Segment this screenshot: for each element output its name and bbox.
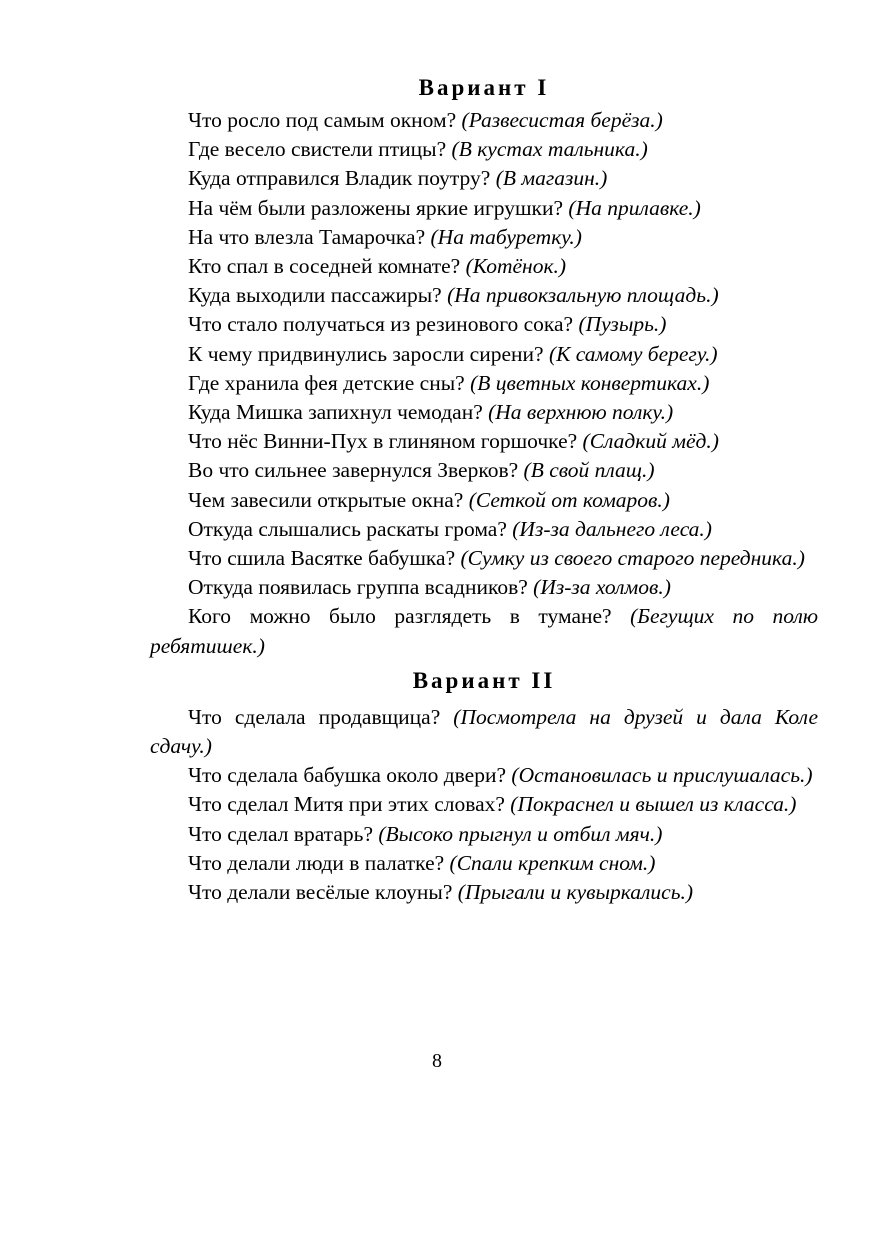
answer-text: (На прилавке.) [568,195,701,220]
answer-text: (Сеткой от комаров.) [468,487,670,512]
answer-text: (Остановилась и прислушалась.) [511,763,813,788]
question-text: Что делали весёлые клоуны? [188,880,453,905]
question-text: Кого можно было разглядеть в тумане? [188,604,612,629]
question-item [150,252,818,281]
answer-text: (Высоко прыгнул и отбил мяч.) [378,821,663,846]
answer-text: (В кустах тальника.) [451,137,648,162]
answer-text: (Сумку из своего старого передника.) [460,546,805,571]
answer-text: (Бегущих по полю ребятишек.) [150,604,819,658]
question-text: Где весело свистели птицы? [188,137,447,162]
question-text: На чём были разложены яркие игрушки? [188,195,564,220]
question-item [150,310,818,339]
answer-text: (Покраснел и вышел из класса.) [510,792,797,817]
question-item [150,281,818,310]
question-item [150,790,818,819]
question-item [150,223,818,252]
question-text: Где хранила фея детские сны? [188,370,465,395]
question-text: Что сделал Митя при этих словах? [188,792,505,817]
answer-text: (Котёнок.) [465,254,567,279]
question-text: Что стало получаться из резинового сока? [188,312,574,337]
question-text: Чем завесили открытые окна? [188,487,464,512]
answer-text: (В цветных конвертиках.) [470,370,710,395]
question-item [150,820,818,849]
question-text: Кто спал в соседней комнате? [188,254,461,279]
question-text: Куда выходили пассажиры? [188,283,442,308]
question-item [150,164,818,193]
question-text: Что сделала продавщица? [188,704,441,729]
question-text: Куда отправился Владик поутру? [188,166,491,191]
answer-text: (Прыгали и кувыркались.) [457,880,694,905]
question-text: Что сшила Васятке бабушка? [188,546,456,571]
page-number: 8 [432,1050,442,1072]
question-item [150,486,818,515]
question-item [150,602,818,660]
question-item [150,135,818,164]
variant-2-list [150,703,818,907]
question-item [150,515,818,544]
answer-text: (Из-за дальнего леса.) [512,516,712,541]
question-item [150,703,818,761]
variant-2-heading: Вариант II [412,667,556,693]
answer-text: (В свой плащ.) [523,458,655,483]
variant-1-list [150,106,818,661]
question-text: К чему придвинулись заросли сирени? [188,341,544,366]
answer-text: (На привокзальную площадь.) [447,283,719,308]
question-item [150,398,818,427]
question-text: Во что сильнее завернулся Зверков? [188,458,519,483]
answer-text: (Сладкий мёд.) [582,429,719,454]
answer-text: (Спали крепким сном.) [449,850,656,875]
answer-text: (В магазин.) [495,166,608,191]
question-item [150,194,818,223]
question-item [150,456,818,485]
answer-text: (На верхнюю полку.) [488,400,674,425]
question-item [150,106,818,135]
question-item [150,369,818,398]
answer-text: (Развесистая берёза.) [461,108,663,132]
answer-text: (К самому берегу.) [548,341,718,366]
question-item [150,573,818,602]
question-text: На что влезла Тамарочка? [188,224,426,249]
question-text: Куда Мишка запихнул чемодан? [188,400,483,425]
question-item [150,427,818,456]
answer-text: (На табуретку.) [430,224,582,249]
question-item [150,544,818,573]
question-item [150,849,818,878]
question-item [150,340,818,369]
question-text: Что сделала бабушка около двери? [188,763,507,788]
question-text: Откуда слышались раскаты грома? [188,516,507,541]
answer-text: (Посмотрела на друзей и дала Коле сдачу.) [150,704,819,759]
answer-text: (Из-за холмов.) [533,575,671,600]
question-item [150,761,818,790]
question-text: Откуда появилась группа всадников? [188,575,528,600]
question-text: Что росло под самым окном? [188,108,457,132]
question-text: Что сделал вратарь? [188,821,373,846]
question-text: Что нёс Винни-Пух в глиняном горшочке? [188,429,578,454]
page-content [150,76,818,907]
variant-1-heading: Вариант I [418,75,550,100]
question-item [150,878,818,907]
question-text: Что делали люди в палатке? [188,850,445,875]
answer-text: (Пузырь.) [578,312,667,337]
